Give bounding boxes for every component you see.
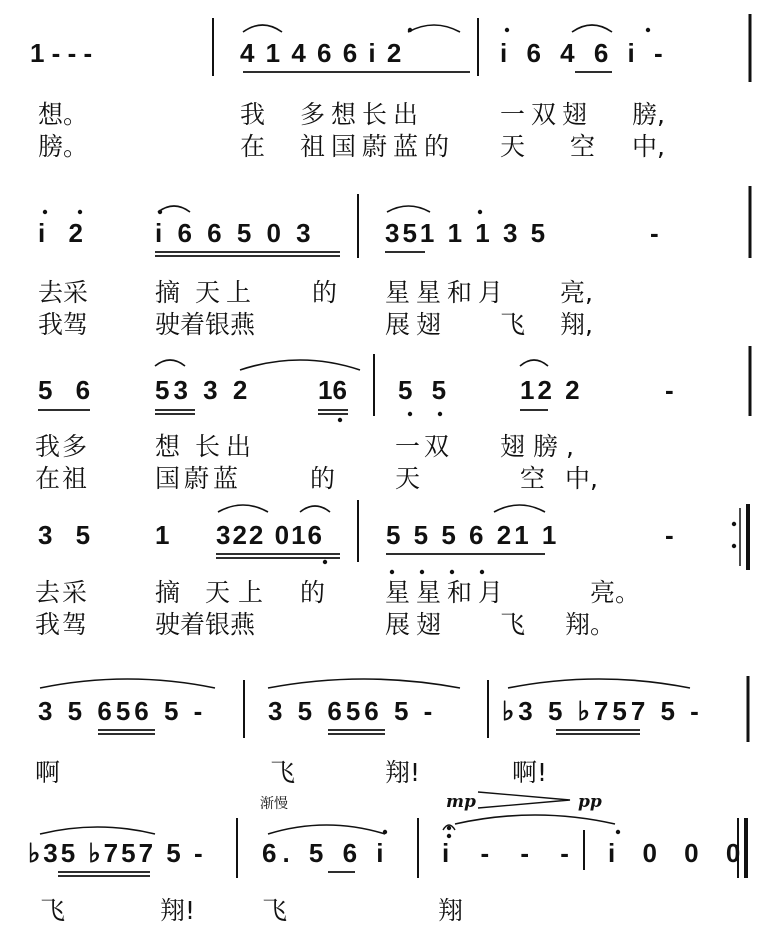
lyric: 飞: [40, 896, 66, 925]
note-group: 12 2: [520, 375, 583, 405]
octave-dot: [338, 418, 342, 422]
octave-dot: [408, 28, 412, 32]
lyric: 天: [395, 464, 421, 493]
lyric: 国蔚蓝: [155, 464, 243, 493]
lyric: 飞: [270, 758, 296, 787]
note-group: i 0 0 0: [608, 838, 751, 868]
slur: [268, 825, 385, 834]
note-group: ♭35 ♭757 5 -: [28, 838, 206, 868]
note-group: 6. 5 6 i: [262, 838, 390, 868]
lyric: 多想长出: [300, 100, 425, 129]
lyric: 翅膀,: [500, 432, 582, 461]
octave-dot: [438, 412, 442, 416]
lyric: 摘: [155, 278, 181, 307]
lyric: 星星和月: [385, 278, 510, 307]
lyric: 展翅: [385, 610, 448, 639]
note-group: 3 5: [38, 520, 99, 550]
octave-dot: [78, 210, 82, 214]
lyric: 啊!: [512, 758, 548, 787]
slur: [158, 206, 190, 212]
lyric: 亮。: [590, 578, 641, 607]
note-group: ♭3 5 ♭757 5 -: [502, 696, 703, 726]
slur: [494, 505, 545, 512]
lyric: 我驾: [35, 610, 90, 639]
lyric: 飞: [262, 896, 288, 925]
tempo-mark: 渐慢: [260, 796, 288, 812]
slur: [387, 206, 430, 212]
lyric: 天上: [205, 578, 272, 607]
octave-dot: [478, 210, 482, 214]
lyric: 驶着银燕: [155, 610, 256, 639]
octave-dot: [420, 570, 424, 574]
octave-dot: [480, 570, 484, 574]
decrescendo-hairpin: [478, 792, 570, 808]
octave-dot: [450, 570, 454, 574]
octave-dot: [616, 830, 620, 834]
octave-dot: [383, 830, 387, 834]
note-group: 4 1 4 6 6 i 2: [240, 38, 404, 68]
octave-dot: [323, 560, 327, 564]
lyric: 天上: [195, 278, 258, 307]
lyric: 翔,: [560, 310, 593, 339]
octave-dot: [408, 412, 412, 416]
octave-dot: [158, 210, 162, 214]
lyric: 空: [570, 132, 596, 161]
lyric: 翔: [438, 896, 464, 925]
slur: [40, 679, 215, 688]
lyric: 啊: [35, 758, 61, 787]
lyric: 去采: [38, 278, 89, 307]
lyric: 中,: [565, 464, 598, 493]
note-group: i 6 6 5 0 3: [155, 218, 315, 248]
slur: [572, 25, 612, 32]
lyric: 去采: [35, 578, 90, 607]
lyric: 展翅: [385, 310, 448, 339]
lyric: 星星和月: [385, 578, 510, 607]
note-group: 3 5 656 5 -: [268, 696, 437, 726]
lyric: 膀。: [38, 132, 89, 161]
lyric: 飞: [500, 610, 526, 639]
note-group: 5 5 5 6 21 1: [386, 520, 560, 550]
lyric: 翔。: [565, 610, 616, 639]
lyric: 空: [520, 464, 546, 493]
octave-dot: [447, 826, 451, 830]
lyric: 膀,: [632, 100, 665, 129]
lyric: 的: [300, 578, 326, 607]
slur: [455, 815, 615, 824]
lyric: 想: [155, 432, 181, 461]
octave-dot: [390, 570, 394, 574]
note-group: 5 6: [38, 375, 99, 405]
note-group: 1 - - -: [30, 38, 93, 68]
lyric: 长出: [195, 432, 258, 461]
dynamic-pp: pp: [578, 792, 602, 812]
note-group: 3 5 656 5 -: [38, 696, 207, 726]
lyric: 我驾: [38, 310, 89, 339]
slur: [240, 360, 360, 370]
slur: [408, 25, 460, 32]
lyric: 的: [310, 464, 336, 493]
lyric: 翔!: [160, 896, 196, 925]
lyric: 天: [500, 132, 526, 161]
note-group: 16: [318, 375, 347, 405]
note-group: 53 3 2: [155, 375, 252, 405]
slur: [300, 506, 330, 512]
lyric: 飞: [500, 310, 526, 339]
octave-dot: [505, 28, 509, 32]
note-group: 351 1 1 3 5: [385, 218, 549, 248]
octave-dot: [732, 544, 736, 548]
note-group: 322 016: [216, 520, 324, 550]
lyric: 我: [240, 100, 266, 129]
lyric: 在: [240, 132, 266, 161]
lyric: 想。: [38, 100, 89, 129]
octave-dot: [732, 522, 736, 526]
note-group: i 2: [38, 218, 91, 248]
note-group: -: [665, 520, 674, 550]
note-group: -: [650, 218, 659, 248]
lyric: 摘: [155, 578, 181, 607]
lyric: 中,: [632, 132, 665, 161]
slur: [218, 505, 268, 512]
lyric: 的: [312, 278, 338, 307]
note-group: i - - -: [442, 838, 581, 868]
slur: [508, 679, 690, 688]
slur: [155, 360, 185, 366]
slur: [40, 827, 155, 834]
dynamic-mp: mp: [446, 792, 476, 812]
note-group: 1: [155, 520, 170, 550]
note-group: i 6 4 6 i -: [500, 38, 669, 68]
slur: [520, 360, 548, 366]
note-group: -: [665, 375, 674, 405]
slur: [268, 679, 460, 688]
octave-dot: [43, 210, 47, 214]
lyric: 翔!: [385, 758, 421, 787]
note-group: 5 5: [398, 375, 453, 405]
lyric: 我多: [35, 432, 90, 461]
lyric: 祖国蔚蓝的: [300, 132, 456, 161]
lyric: 一双: [395, 432, 454, 461]
lyric: 亮,: [560, 278, 593, 307]
lyric: 在祖: [35, 464, 90, 493]
lyric: 驶着银燕: [155, 310, 256, 339]
lyric: 一双翅: [500, 100, 594, 129]
octave-dot: [646, 28, 650, 32]
slur: [243, 25, 282, 32]
